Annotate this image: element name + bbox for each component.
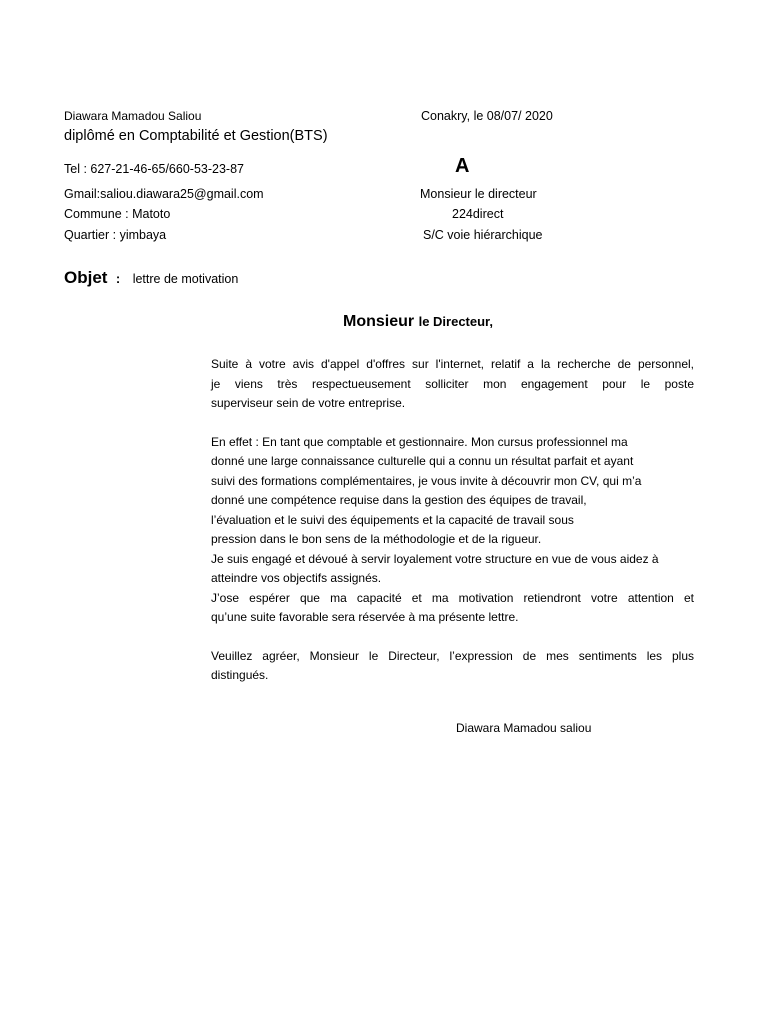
sender-degree: diplômé en Comptabilité et Gestion(BTS): [64, 128, 328, 144]
p2-line: donné une compétence requise dans la gestion des équipes de travail,: [211, 493, 587, 507]
sender-tel: Tel : 627-21-46-65/660-53-23-87: [64, 162, 244, 176]
p1-line: superviseur sein de votre entreprise.: [211, 396, 406, 410]
salutation-word: Monsieur: [343, 313, 415, 330]
sender-email: Gmail:saliou.diawara25@gmail.com: [64, 187, 264, 201]
recipient-a: A: [455, 155, 470, 177]
p1-line: Suite à votre avis d'appel d'offres sur l'internet, relatif a la recherche de personnel,: [211, 357, 694, 371]
p2-line: Je suis engagé et dévoué à servir loyalement votre structure en vue de vous aidez à: [211, 551, 659, 566]
objet-text: lettre de motivation: [132, 272, 239, 286]
p2-line: l’évaluation et le suivi des équipements et la capacité de travail sous: [211, 512, 574, 527]
p2-line: qu’une suite favorable sera réservée à ma présente lettre.: [211, 610, 519, 624]
sender-commune: Commune : Matoto: [64, 207, 171, 221]
objet-line: [64, 268, 238, 288]
sender-quartier: Quartier : yimbaya: [64, 228, 167, 242]
recipient-line2: 224direct: [452, 207, 504, 221]
p2-line: pression dans le bon sens de la méthodologie et de la rigueur.: [211, 532, 542, 546]
recipient-line1: Monsieur le directeur: [420, 187, 537, 201]
objet-colon: :: [115, 271, 121, 286]
p3-line: Veuillez agréer, Monsieur le Directeur, l’expression de mes sentiments les plus: [211, 648, 694, 663]
signature: Diawara Mamadou saliou: [456, 721, 592, 735]
salutation-rest: le Directeur,: [418, 314, 494, 329]
salutation: [343, 313, 493, 331]
letter-body: [211, 355, 694, 686]
recipient-line3: S/C voie hiérarchique: [423, 228, 543, 242]
p2-line: atteindre vos objectifs assignés.: [211, 571, 382, 585]
paragraph-gap: [211, 628, 694, 647]
place-date: Conakry, le 08/07/ 2020: [421, 109, 553, 123]
sender-name: Diawara Mamadou Saliou: [64, 109, 202, 123]
p2-line: donné une large connaissance culturelle qui a connu un résultat parfait et ayant: [211, 454, 634, 468]
p2-line: En effet : En tant que comptable et gestionnaire. Mon cursus professionnel ma: [211, 434, 628, 449]
objet-label: Objet: [64, 268, 108, 287]
p2-line: suivi des formations complémentaires, je vous invite à découvrir mon CV, qui m’a: [211, 473, 642, 488]
p1-line: je viens très respectueusement solliciter mon engagement pour le poste: [211, 376, 694, 391]
paragraph-gap: [211, 414, 694, 433]
p2-line: J’ose espérer que ma capacité et ma motivation retiendront votre attention et: [211, 590, 694, 605]
p3-line: distingués.: [211, 668, 269, 682]
